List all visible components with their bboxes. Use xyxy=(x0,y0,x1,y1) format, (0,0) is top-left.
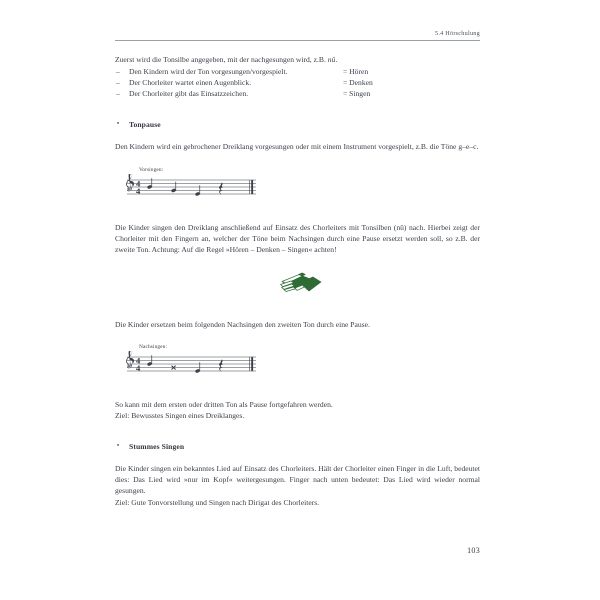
list-item-result: = Hören xyxy=(343,67,369,77)
section-heading-label: Tonpause xyxy=(129,120,161,130)
staff-notation-nachsingen xyxy=(125,351,258,379)
intro-lead-after: . xyxy=(335,54,338,64)
staff-notation-vorsingen xyxy=(125,174,258,202)
intro-lead-before: Zuerst wird die Tonsilbe angegeben, mit der nachgesungen wird, z.B. xyxy=(115,54,328,64)
time-signature xyxy=(136,178,141,195)
spacer xyxy=(115,130,480,141)
list-item xyxy=(115,77,480,88)
spacer xyxy=(115,379,480,399)
spacer xyxy=(115,304,480,319)
list-item xyxy=(115,88,480,99)
svg-text:4: 4 xyxy=(136,178,141,189)
music-staff-nachsingen xyxy=(125,345,258,379)
running-head: 5.4 Hörschulung xyxy=(435,30,480,37)
list-item-text: Der Chorleiter wartet einen Augenblick. xyxy=(129,78,252,88)
intro-dash-list xyxy=(115,66,480,99)
spacer xyxy=(115,330,480,345)
svg-text:4: 4 xyxy=(136,355,141,366)
list-item xyxy=(115,66,480,77)
spacer xyxy=(115,153,480,168)
intro-paragraph xyxy=(115,54,480,65)
spacer xyxy=(115,202,480,222)
list-item-text: Der Chorleiter gibt das Einsatzzeichen. xyxy=(129,89,249,99)
section-heading-tonpause xyxy=(115,119,480,130)
section-heading-stummes-singen xyxy=(115,441,480,452)
treble-clef-icon xyxy=(126,174,134,191)
quarter-rest-icon xyxy=(219,359,223,371)
treble-clef-icon xyxy=(126,351,134,368)
bullet-icon: • xyxy=(117,120,120,127)
tonpause-paragraph-3: Die Kinder ersetzen beim folgenden Nachsingen den zweiten Ton durch eine Pause. xyxy=(115,319,370,329)
spacer xyxy=(115,99,480,119)
intro-lead-italic: nû xyxy=(327,54,336,64)
stummes-singen-paragraph-1: Die Kinder singen ein bekanntes Lied auf Einsatz des Chorleiters. Hält der Chorleiter einen Finger in die Luft, bedeutet dies: Das Lied wird »nur im Kopf« weitergesungen. Finger nach unten bedeutet: Das Lied wird wieder normal gesungen. xyxy=(115,464,480,496)
illustration-container xyxy=(115,266,480,304)
svg-text:4: 4 xyxy=(136,185,141,196)
page-content xyxy=(115,30,480,508)
staff-caption: Nachsingen: xyxy=(139,343,168,350)
section-heading-label: Stummes Singen xyxy=(129,442,185,452)
list-item-result: = Singen xyxy=(343,89,371,99)
quarter-rest-icon xyxy=(219,182,223,194)
spacer xyxy=(115,452,480,463)
tonpause-paragraph-5: Ziel: Bewusstes Singen eines Dreiklanges. xyxy=(115,411,245,421)
spacer xyxy=(115,255,480,266)
stummes-singen-paragraph-2: Ziel: Gute Tonvorstellung und Singen nach Dirigat des Chorleiters. xyxy=(115,497,320,507)
list-item-text: Den Kindern wird der Ton vorgesungen/vorgespielt. xyxy=(129,67,288,77)
dash-marker: – xyxy=(116,78,120,88)
list-item-result: = Denken xyxy=(343,78,373,88)
bullet-icon: • xyxy=(117,442,120,449)
page-number: 103 xyxy=(467,546,480,555)
tonpause-paragraph-2: Die Kinder singen den Dreiklang anschließend auf Einsatz des Chorleiters mit Tonsilben (nû) nach. Hierbei zeigt der Chorleiter mit den Fingern an, welcher der Töne beim Nachsingen durch eine Pause ersetzt werden soll, so z.B. der zweite Ton. Achtung: Auf die Regel »Hören – Denken – Singen« achten! xyxy=(115,222,480,254)
pointing-hand-icon xyxy=(269,266,327,299)
music-staff-vorsingen xyxy=(125,168,258,202)
svg-text:4: 4 xyxy=(136,362,141,373)
dash-marker: – xyxy=(116,67,120,77)
tonpause-paragraph-1: Den Kindern wird ein gebrochener Dreiklang vorgesungen oder mit einem Instrument vorgespielt, z.B. die Töne g–e–c. xyxy=(115,142,479,152)
staff-caption: Vorsingen: xyxy=(139,166,164,173)
spacer xyxy=(115,421,480,441)
dash-marker: – xyxy=(116,89,120,99)
header-rule xyxy=(115,40,480,41)
time-signature xyxy=(136,356,141,373)
tonpause-paragraph-4: So kann mit dem ersten oder dritten Ton als Pause fortgefahren werden. xyxy=(115,399,333,409)
